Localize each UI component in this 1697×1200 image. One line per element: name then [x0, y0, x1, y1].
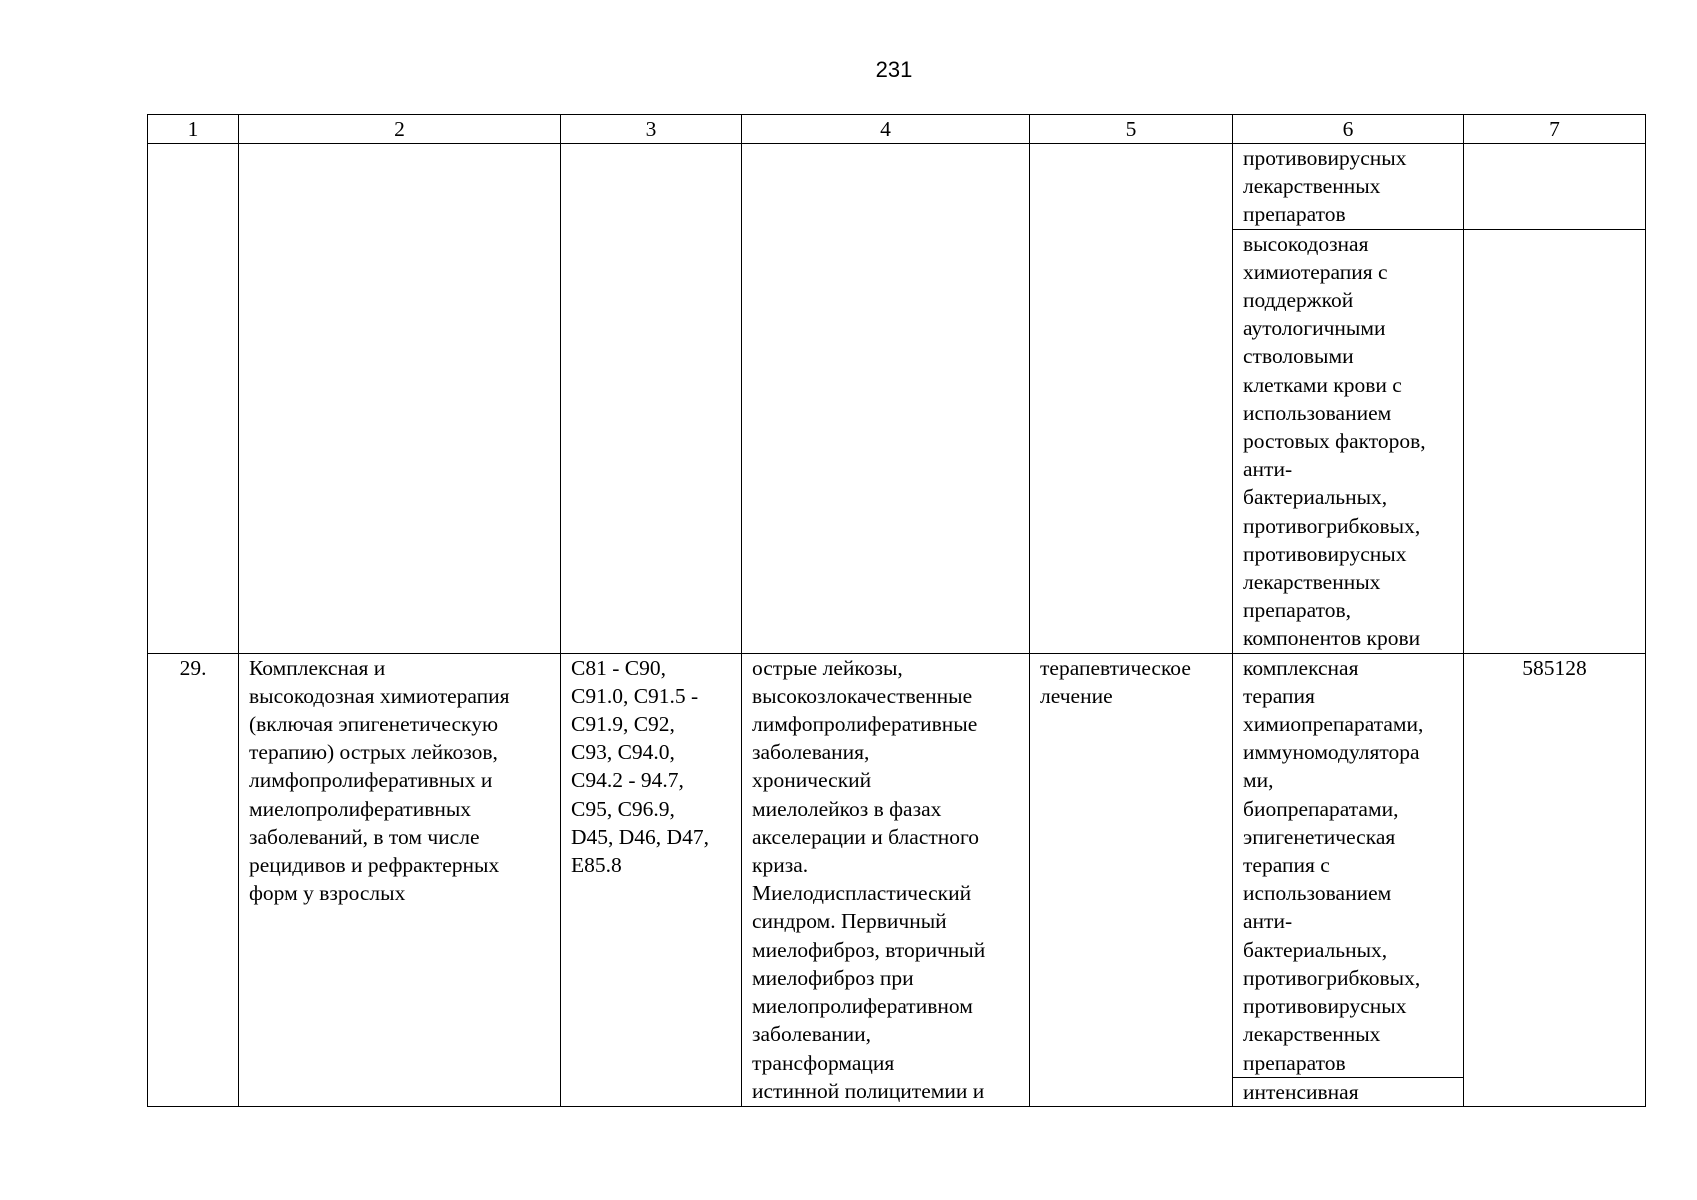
patient-model-cell: острые лейкозы, высокозлокачественные лимфопролиферативные заболевания, хронический миелолейкоз в фазах акселерации и бластного криза. Миелодиспластический синдром. Первичный миелофиброз, вторичный миелофиброз при миелопролиферативном заболевании, трансформация истинной полицитемии и [742, 653, 1030, 1106]
column-number: 4 [742, 115, 1030, 144]
treatment-type-cell: терапевтическое лечение [1030, 653, 1233, 1106]
method-cell: противовирусных лекарственных препаратов [1233, 144, 1464, 230]
column-number: 1 [148, 115, 239, 144]
empty-cell [561, 144, 742, 654]
column-number: 5 [1030, 115, 1233, 144]
entry-number: 29. [148, 653, 239, 1106]
page-number: 231 [875, 57, 913, 82]
medical-care-table [147, 114, 1646, 1107]
continuation-row [148, 144, 1646, 230]
icd-codes-cell: C81 - C90, C91.0, C91.5 - C91.9, C92, C93, C94.0, C94.2 - 94.7, C95, C96.9, D45, D46, D47, E85.8 [561, 653, 742, 1106]
cost-cell [1464, 144, 1646, 230]
entry-row [148, 653, 1646, 1077]
column-number: 6 [1233, 115, 1464, 144]
column-number: 3 [561, 115, 742, 144]
cost-cell [1464, 229, 1646, 653]
empty-cell [742, 144, 1030, 654]
empty-cell [148, 144, 239, 654]
column-number: 7 [1464, 115, 1646, 144]
column-number-row [148, 115, 1646, 144]
empty-cell [239, 144, 561, 654]
column-number: 2 [239, 115, 561, 144]
method-cell: комплексная терапия химиопрепаратами, иммуномодулятора ми, биопрепаратами, эпигенетическая терапия с использованием анти- бактериальных, противогрибковых, противовирусных лекарственных препаратов [1233, 653, 1464, 1077]
cost-cell: 585128 [1464, 653, 1646, 1106]
entry-name-cell: Комплексная и высокодозная химиотерапия (включая эпигенетическую терапию) острых лейкозов, лимфопролиферативных и миелопролиферативных заболеваний, в том числе рецидивов и рефрактерных форм у взрослых [239, 653, 561, 1106]
method-cell: высокодозная химиотерапия с поддержкой аутологичными стволовыми клетками крови с использованием ростовых факторов, анти- бактериальных, противогрибковых, противовирусных лекарственных препаратов, компонентов крови [1233, 229, 1464, 653]
method-cell: интенсивная [1233, 1077, 1464, 1106]
empty-cell [1030, 144, 1233, 654]
